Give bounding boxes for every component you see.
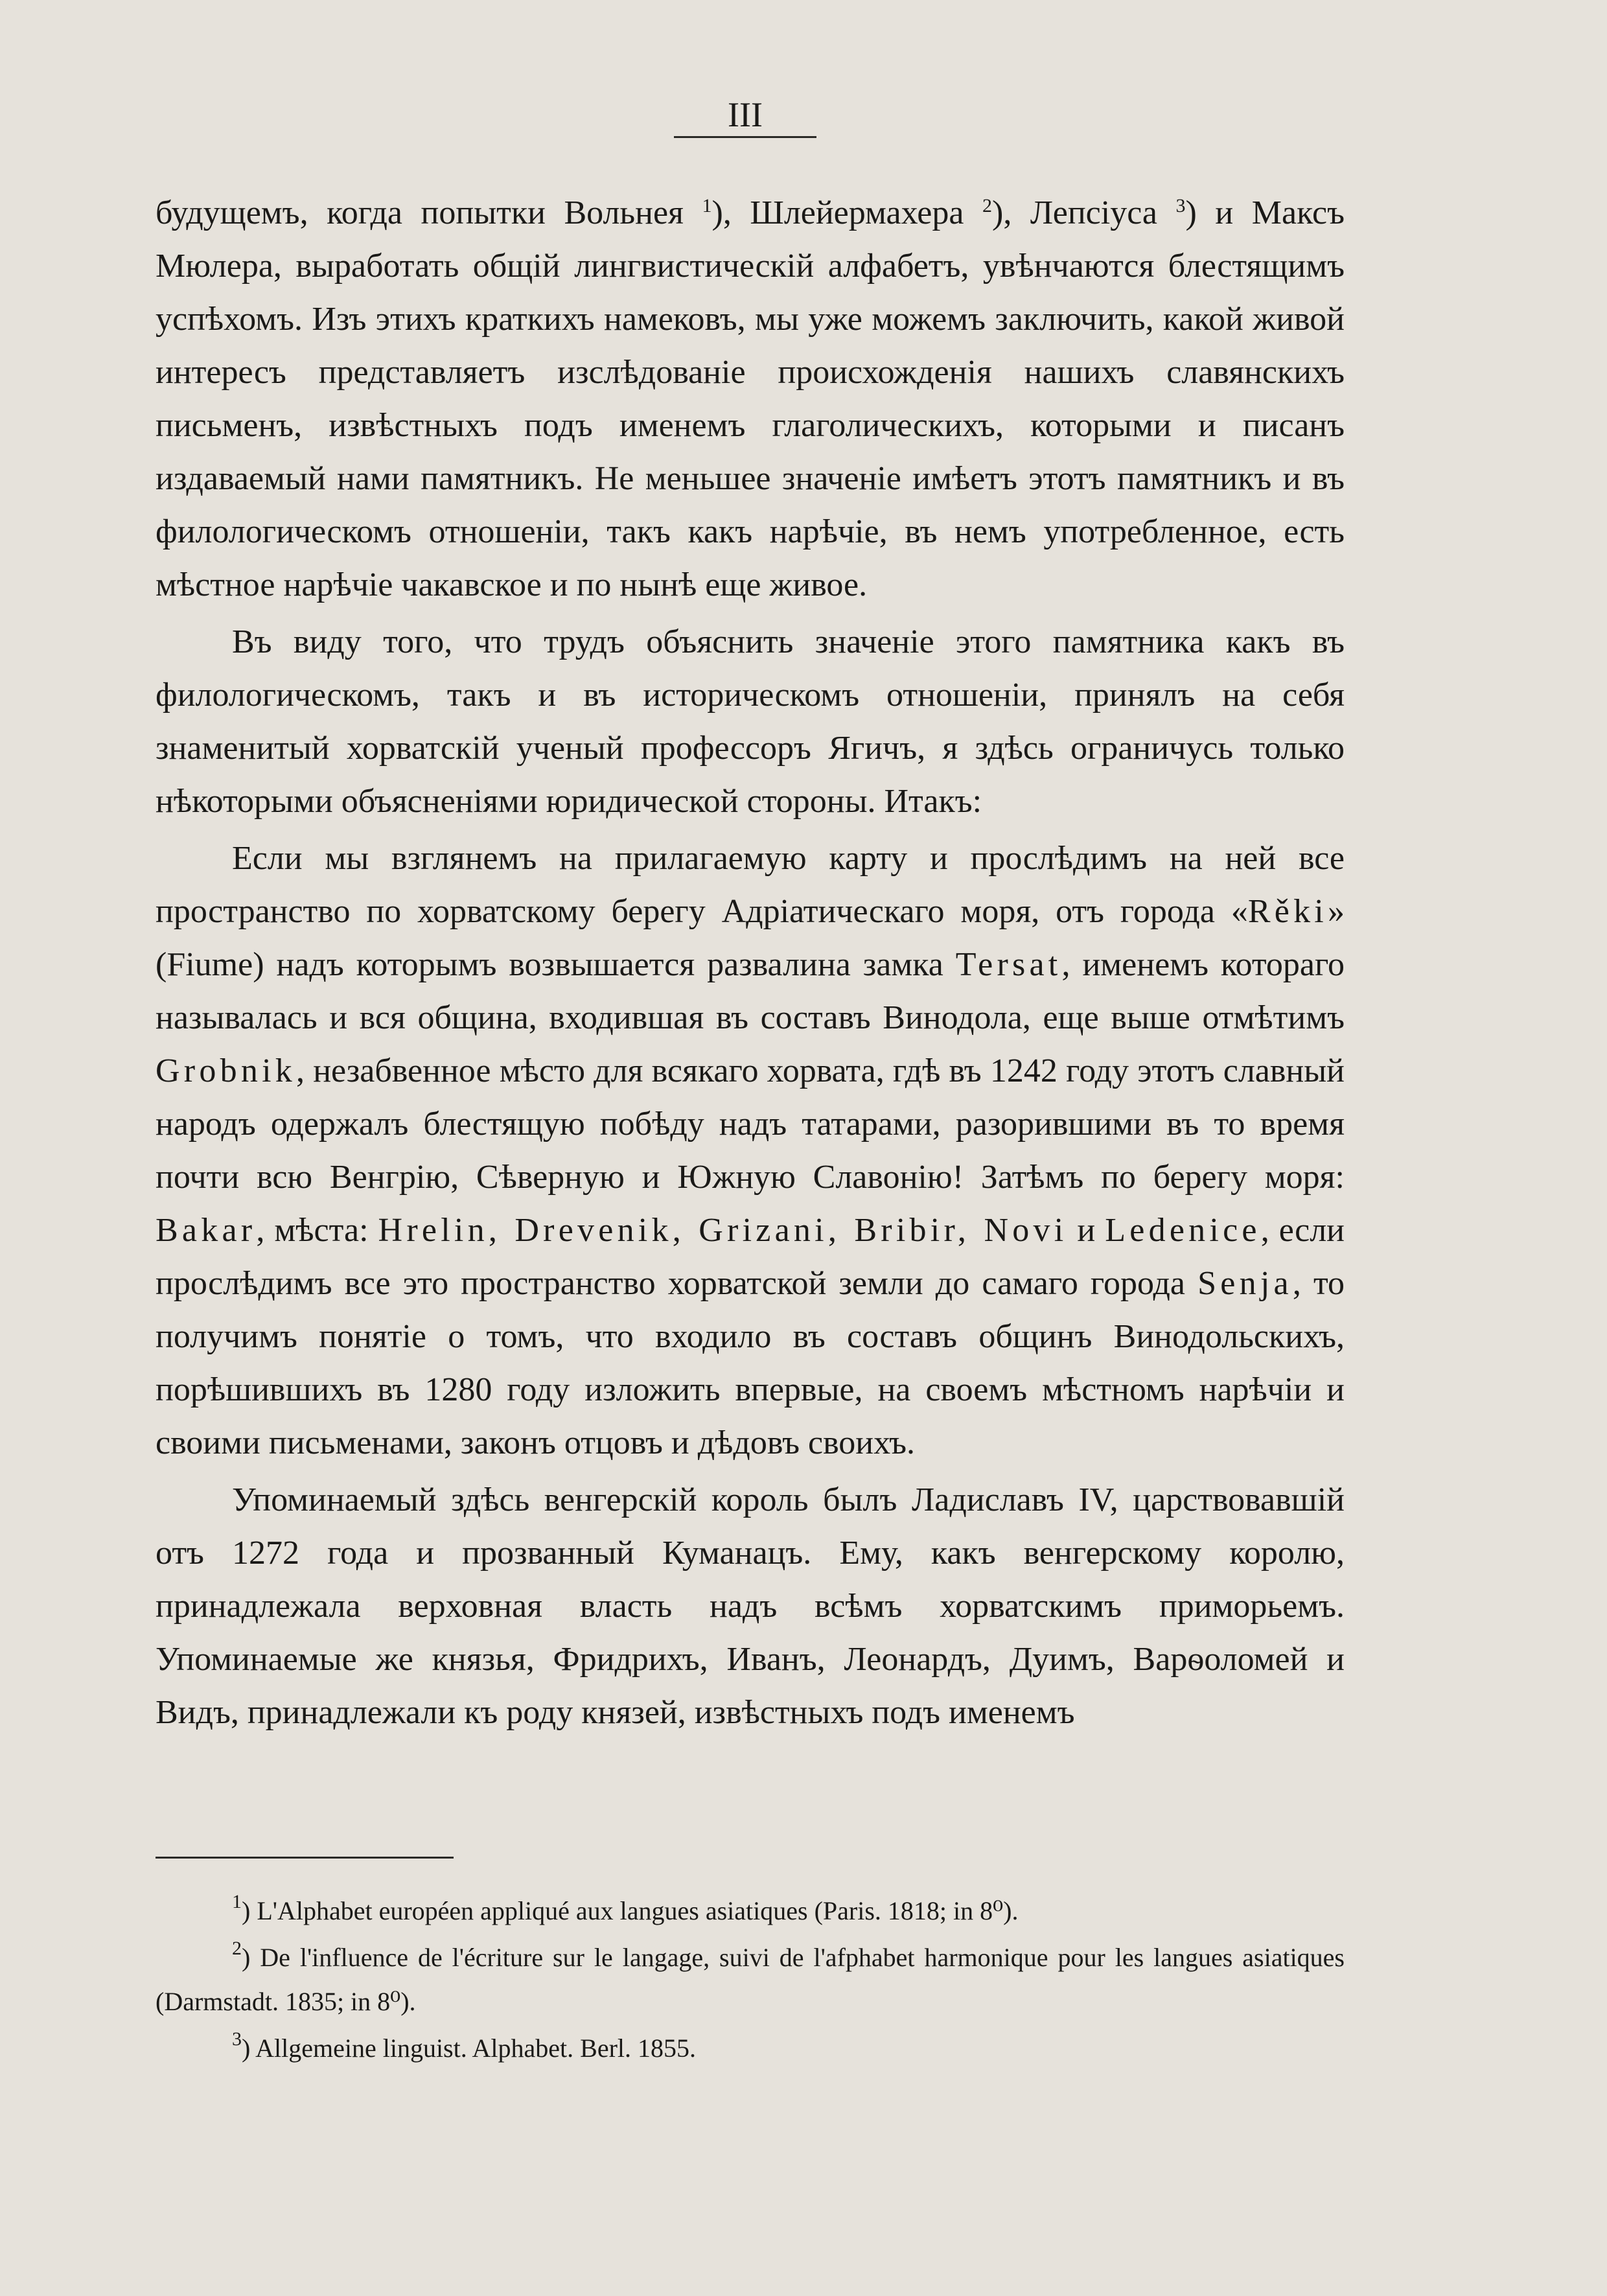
paragraph-3-text-b: » (Fiume) надъ которымъ возвышается развалина замка: [156, 893, 1345, 983]
main-text: [156, 187, 1345, 1743]
paragraph-1-text-d: ) и Максъ Мюлера, выработать общій лингвистическій алфабетъ, увѣнчаются блестящимъ успѣхомъ. Изъ этихъ краткихъ намековъ, мы уже можемъ заключить, какой живой интересъ представляетъ изслѣдованіе происхожденія нашихъ славянскихъ письменъ, извѣстныхъ подъ именемъ глаголическихъ, которыми и писанъ издаваемый нами памятникъ. Не меньшее значеніе имѣетъ этотъ памятникъ и въ филологическомъ отношеніи, такъ какъ нарѣчіе, въ немъ употребленное, есть мѣстное нарѣчіе чакавское и по нынѣ еще живое.: [156, 194, 1345, 603]
paragraph-1-text-a: будущемъ, когда попытки Вольнея: [156, 194, 702, 231]
footnote-ref-1: 1: [702, 195, 712, 216]
footnote-1-mark: 1: [232, 1891, 242, 1912]
footnote-ref-3: 3: [1175, 195, 1186, 216]
footnote-3: [156, 2026, 1345, 2070]
paragraph-3-text-a: Если мы взглянемъ на прилагаемую карту и прослѣдимъ на ней все пространство по хорватскому берегу Адріатическаго моря, отъ города «: [156, 840, 1345, 930]
footnote-2-mark: 2: [232, 1938, 242, 1959]
footnote-3-text: ) Allgemeine linguist. Alphabet. Berl. 1855.: [242, 2034, 697, 2063]
footnote-2-text: ) De l'influence de l'écriture sur le langage, suivi de l'afphabet harmonique pour les langues asiatiques (Darmstadt. 1835; in 8⁰).: [156, 1943, 1345, 2016]
place-tersat: Tersat: [955, 946, 1062, 983]
footnotes: [156, 1889, 1345, 2073]
paragraph-3-text-e: , мѣста:: [256, 1212, 378, 1249]
paragraph-1-text-b: ), Шлейермахера: [711, 194, 983, 231]
paragraph-3-text-g: , если прослѣдимъ все это пространство хорватской земли до самаго города: [156, 1212, 1345, 1302]
paragraph-1-text-c: ), Лепсіуса: [992, 194, 1176, 231]
page-number: III: [728, 95, 763, 134]
paragraph-4: Упоминаемый здѣсь венгерскій король былъ Ладиславъ IV, царствовавшій отъ 1272 года и прозванный Куманацъ. Ему, какъ венгерскому королю, принадлежала верховная власть надъ всѣмъ хорватскимъ приморьемъ. Упоминаемые же князья, Фридрихъ, Иванъ, Леонардъ, Дуимъ, Варѳоломей и Видъ, принадлежали къ роду князей, извѣстныхъ подъ именемъ: [156, 1481, 1345, 1731]
paragraph-3-text-c: , именемъ котораго называлась и вся община, входившая въ составъ Винодола, еще выше отмѣтимъ: [156, 946, 1345, 1036]
place-senja: Senja: [1197, 1265, 1293, 1302]
footnote-1-text: ) L'Alphabet européen appliqué aux langues asiatiques (Paris. 1818; in 8⁰).: [242, 1896, 1019, 1925]
footnote-rule: [156, 1857, 454, 1859]
paragraph-3: [156, 832, 1345, 1470]
paragraph-2: Въ виду того, что трудъ объяснить значеніе этого памятника какъ въ филологическомъ, такъ и въ историческомъ отношеніи, принялъ на себя знаменитый хорватскій ученый профессоръ Ягичъ, я здѣсь ограничусь только нѣкоторыми объясненіями юридической стороны. Итакъ:: [156, 623, 1345, 820]
footnote-1: [156, 1889, 1345, 1933]
footnote-3-mark: 3: [232, 2028, 242, 2050]
place-ledenice: Ledenice: [1105, 1212, 1261, 1249]
footnote-ref-2: 2: [982, 195, 993, 216]
paragraph-3-text-f: и: [1067, 1212, 1105, 1249]
footnote-2: [156, 1936, 1345, 2024]
place-bakar: Bakar: [156, 1212, 257, 1249]
place-reki: Rěki: [1247, 893, 1328, 930]
paragraph-1: [156, 187, 1345, 612]
place-list: Hrelin, Drevenik, Grizani, Bribir, Novi: [378, 1212, 1068, 1249]
paragraph-3-text-h: , то получимъ понятіе о томъ, что входило въ составъ общинъ Винодольскихъ, порѣшившихъ въ 1280 году изложить впервые, на своемъ мѣстномъ нарѣчіи и своими письменами, законъ отцовъ и дѣдовъ своихъ.: [156, 1265, 1345, 1461]
place-grobnik: Grobnik: [156, 1052, 296, 1089]
paragraph-3-text-d: , незабвенное мѣсто для всякаго хорвата, гдѣ въ 1242 году этотъ славный народъ одержалъ блестящую побѣду надъ татарами, разорившими въ то время почти всю Венгрію, Сѣверную и Южную Славонію! Затѣмъ по берегу моря:: [156, 1052, 1345, 1196]
page-number-rule: [674, 136, 816, 138]
